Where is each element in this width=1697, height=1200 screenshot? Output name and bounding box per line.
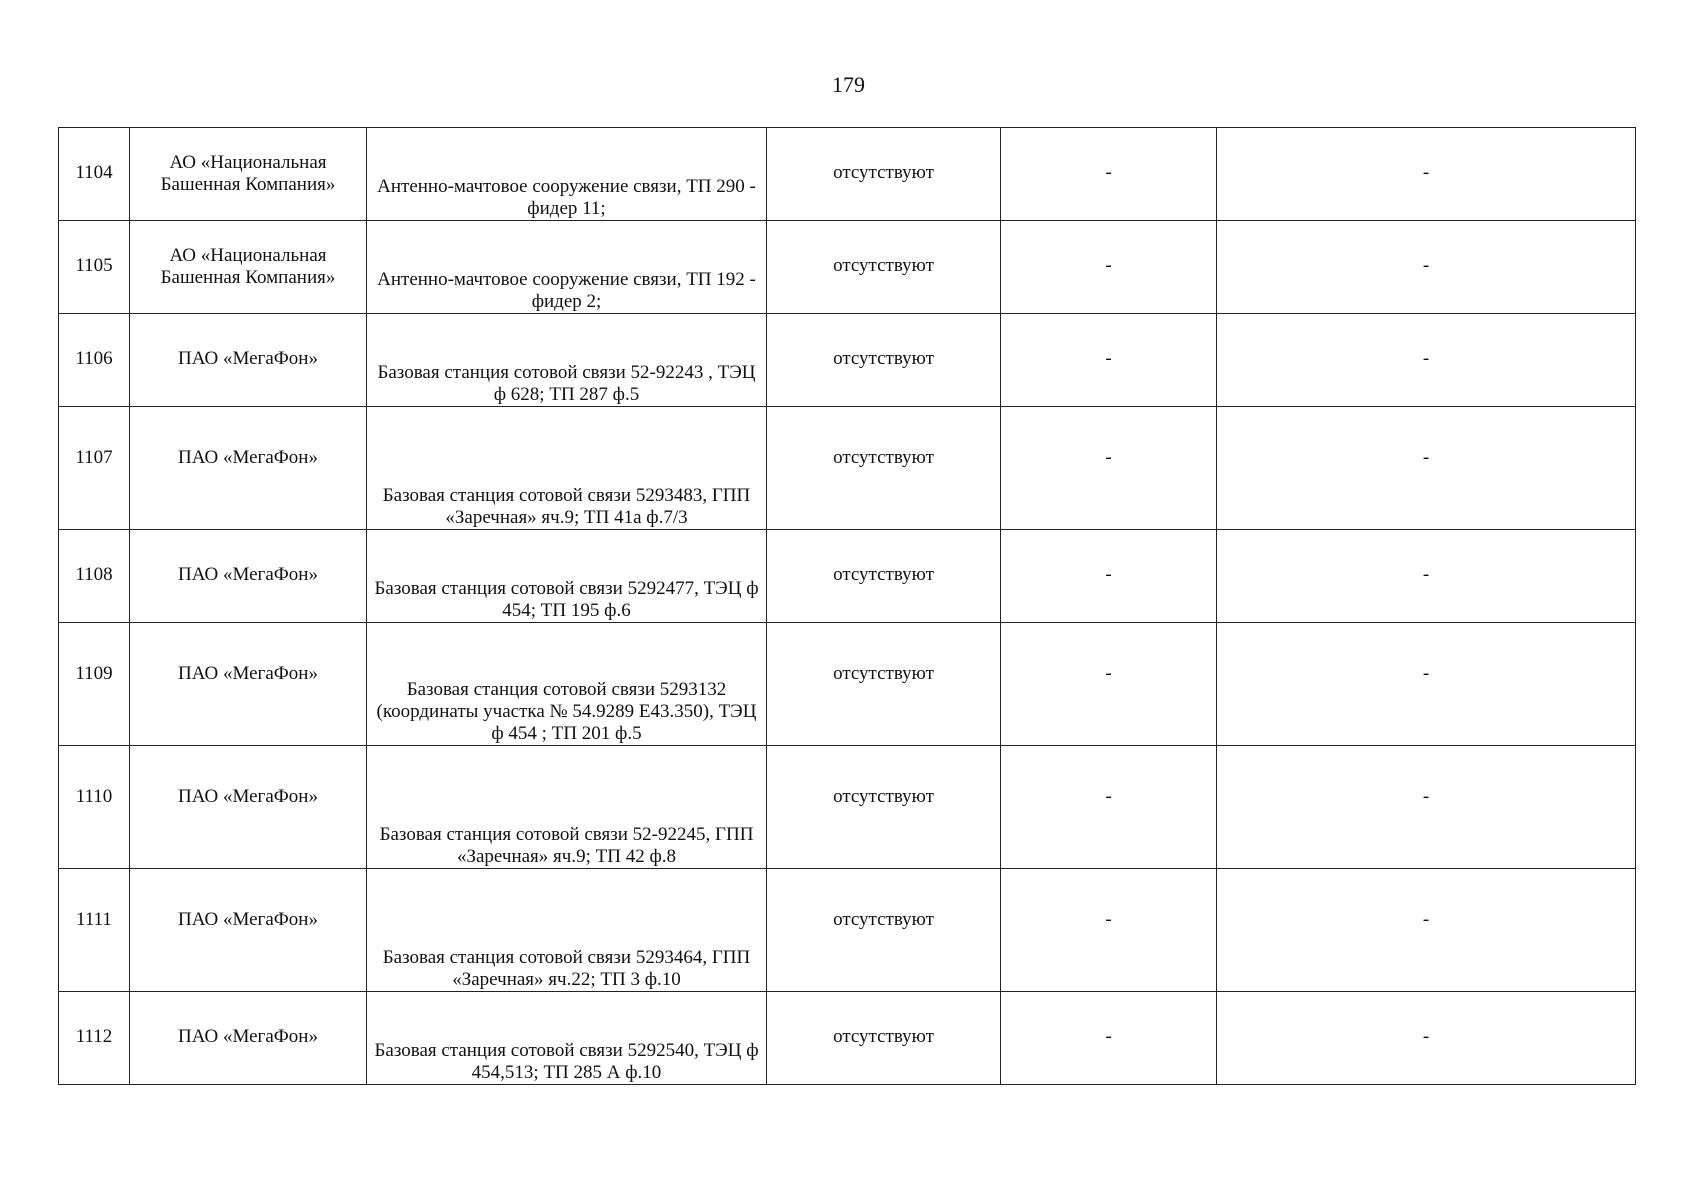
- column-5-cell: [1001, 314, 1217, 407]
- column-6-value: -: [1422, 663, 1430, 684]
- column-6-value: -: [1422, 255, 1430, 276]
- status-text: отсутствуют: [833, 447, 934, 468]
- column-5-value: -: [1105, 564, 1112, 585]
- status-cell: [767, 746, 1001, 869]
- column-5-cell: [1001, 530, 1217, 623]
- column-6-cell: [1217, 992, 1636, 1085]
- status-text: отсутствуют: [833, 663, 934, 684]
- object-description: Базовая станция сотовой связи 5292477, ТЭЦ ф 454; ТП 195 ф.6: [374, 578, 759, 621]
- organization-name: ПАО «МегаФон»: [178, 447, 318, 468]
- organization-name: ПАО «МегаФон»: [178, 1026, 318, 1047]
- table-row: [59, 407, 1636, 530]
- organization-cell: [130, 530, 367, 623]
- column-6-cell: [1217, 530, 1636, 623]
- object-description: Базовая станция сотовой связи 5293464, ГПП «Заречная» яч.22; ТП 3 ф.10: [382, 947, 751, 990]
- status-cell: [767, 530, 1001, 623]
- column-6-value: -: [1422, 564, 1430, 585]
- organization-name: АО «Национальная Башенная Компания»: [160, 152, 336, 195]
- organization-cell: [130, 314, 367, 407]
- status-text: отсутствуют: [833, 564, 934, 585]
- organization-cell: [130, 992, 367, 1085]
- status-cell: [767, 407, 1001, 530]
- column-6-value: -: [1422, 786, 1430, 807]
- row-number-cell: [59, 623, 130, 746]
- object-cell: [367, 869, 767, 992]
- organization-name: ПАО «МегаФон»: [178, 663, 318, 684]
- column-5-value: -: [1105, 255, 1112, 276]
- object-cell: [367, 128, 767, 221]
- table-row: [59, 869, 1636, 992]
- column-6-cell: [1217, 623, 1636, 746]
- row-number-cell: [59, 407, 130, 530]
- column-5-cell: [1001, 623, 1217, 746]
- registry-table: [58, 127, 1636, 1085]
- row-number: 1110: [75, 786, 113, 807]
- status-cell: [767, 128, 1001, 221]
- row-number-cell: [59, 746, 130, 869]
- column-5-value: -: [1105, 348, 1112, 369]
- table-row: [59, 221, 1636, 314]
- status-cell: [767, 992, 1001, 1085]
- object-cell: [367, 746, 767, 869]
- object-description: Базовая станция сотовой связи 5293483, ГПП «Заречная» яч.9; ТП 41а ф.7/3: [382, 485, 751, 528]
- row-number-cell: [59, 530, 130, 623]
- object-cell: [367, 407, 767, 530]
- table-row: [59, 992, 1636, 1085]
- organization-cell: [130, 221, 367, 314]
- organization-cell: [130, 746, 367, 869]
- column-5-cell: [1001, 869, 1217, 992]
- table-row: [59, 128, 1636, 221]
- status-cell: [767, 314, 1001, 407]
- status-text: отсутствуют: [833, 348, 934, 369]
- column-5-value: -: [1105, 162, 1112, 183]
- status-cell: [767, 869, 1001, 992]
- column-6-value: -: [1422, 1026, 1430, 1047]
- table-row: [59, 530, 1636, 623]
- organization-name: АО «Национальная Башенная Компания»: [160, 245, 336, 288]
- row-number-cell: [59, 992, 130, 1085]
- object-cell: [367, 992, 767, 1085]
- organization-name: ПАО «МегаФон»: [178, 348, 318, 369]
- column-6-value: -: [1422, 909, 1430, 930]
- row-number: 1104: [75, 162, 113, 183]
- object-description: Базовая станция сотовой связи 52-92243 , ТЭЦ ф 628; ТП 287 ф.5: [377, 362, 756, 405]
- page-number: 179: [832, 72, 865, 97]
- status-text: отсутствуют: [833, 786, 934, 807]
- status-text: отсутствуют: [833, 162, 934, 183]
- object-cell: [367, 314, 767, 407]
- row-number: 1107: [75, 447, 113, 468]
- column-5-cell: [1001, 407, 1217, 530]
- organization-name: ПАО «МегаФон»: [178, 909, 318, 930]
- organization-name: ПАО «МегаФон»: [178, 564, 318, 585]
- column-6-cell: [1217, 869, 1636, 992]
- status-cell: [767, 221, 1001, 314]
- organization-cell: [130, 623, 367, 746]
- column-6-value: -: [1422, 162, 1430, 183]
- column-5-value: -: [1105, 909, 1112, 930]
- row-number-cell: [59, 128, 130, 221]
- organization-cell: [130, 128, 367, 221]
- column-5-value: -: [1105, 663, 1112, 684]
- object-description: Антенно-мачтовое сооружение связи, ТП 290 - фидер 11;: [377, 176, 756, 219]
- organization-cell: [130, 869, 367, 992]
- object-cell: [367, 530, 767, 623]
- column-6-cell: [1217, 128, 1636, 221]
- column-5-cell: [1001, 221, 1217, 314]
- object-cell: [367, 623, 767, 746]
- column-6-cell: [1217, 314, 1636, 407]
- column-6-cell: [1217, 407, 1636, 530]
- column-6-cell: [1217, 746, 1636, 869]
- column-5-value: -: [1105, 447, 1112, 468]
- organization-cell: [130, 407, 367, 530]
- organization-name: ПАО «МегаФон»: [178, 786, 318, 807]
- column-5-cell: [1001, 992, 1217, 1085]
- status-text: отсутствуют: [833, 255, 934, 276]
- column-6-cell: [1217, 221, 1636, 314]
- column-5-cell: [1001, 128, 1217, 221]
- column-5-value: -: [1105, 1026, 1112, 1047]
- column-5-cell: [1001, 746, 1217, 869]
- object-description: Антенно-мачтовое сооружение связи, ТП 192 - фидер 2;: [377, 269, 756, 312]
- status-text: отсутствуют: [833, 1026, 934, 1047]
- row-number-cell: [59, 869, 130, 992]
- row-number: 1108: [75, 564, 113, 585]
- row-number: 1112: [75, 1026, 113, 1047]
- column-6-value: -: [1422, 348, 1430, 369]
- row-number-cell: [59, 221, 130, 314]
- row-number: 1105: [75, 255, 113, 276]
- status-text: отсутствуют: [833, 909, 934, 930]
- row-number: 1109: [75, 663, 113, 684]
- row-number-cell: [59, 314, 130, 407]
- row-number: 1111: [76, 909, 112, 930]
- object-description: Базовая станция сотовой связи 5293132 (координаты участка № 54.9289 Е43.350), ТЭЦ ф 454 ; ТП 201 ф.5: [376, 679, 757, 744]
- row-number: 1106: [75, 348, 113, 369]
- object-description: Базовая станция сотовой связи 52-92245, ГПП «Заречная» яч.9; ТП 42 ф.8: [379, 824, 754, 867]
- object-description: Базовая станция сотовой связи 5292540, ТЭЦ ф 454,513; ТП 285 А ф.10: [374, 1040, 759, 1083]
- table-row: [59, 746, 1636, 869]
- status-cell: [767, 623, 1001, 746]
- column-5-value: -: [1105, 786, 1112, 807]
- table-row: [59, 623, 1636, 746]
- table-row: [59, 314, 1636, 407]
- object-cell: [367, 221, 767, 314]
- column-6-value: -: [1422, 447, 1430, 468]
